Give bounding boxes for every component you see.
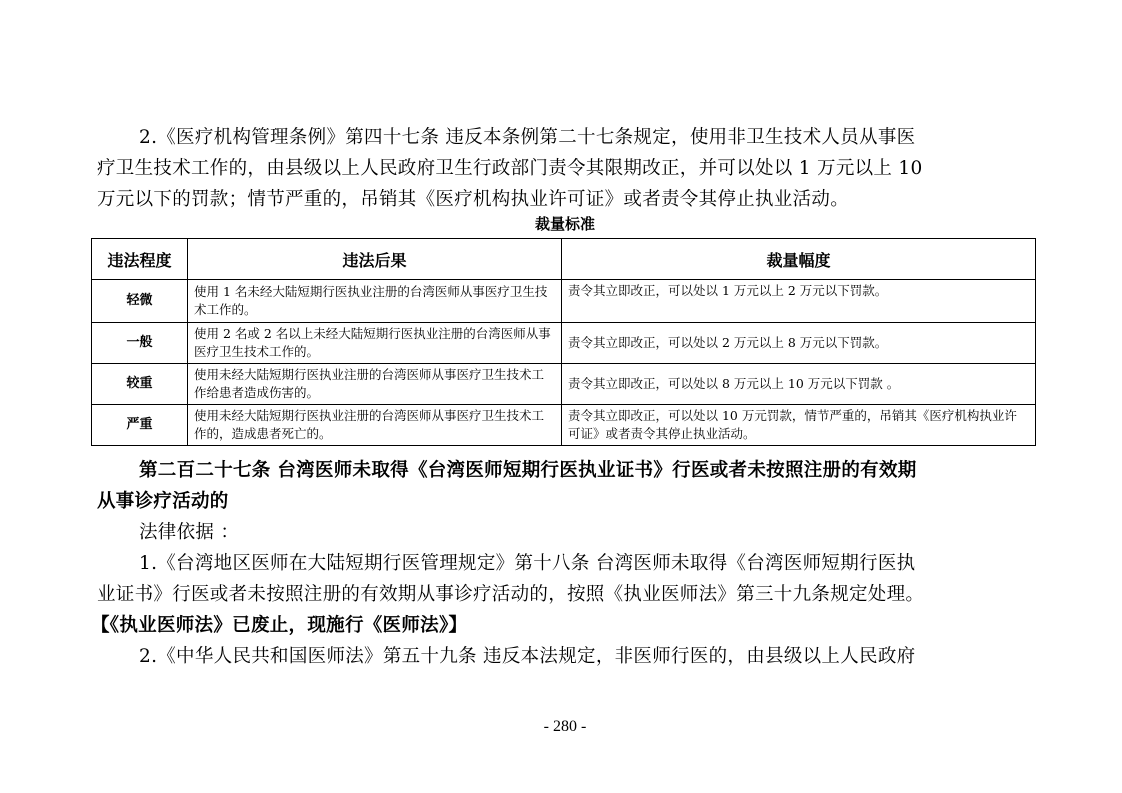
legal-basis-item-2: 2.《中华人民共和国医师法》第五十九条 违反本法规定，非医师行医的，由县级以上人民政府: [139, 646, 916, 667]
table-header-row: [92, 239, 1036, 280]
level-cell: 轻微: [92, 280, 188, 323]
table-row: [92, 323, 1036, 364]
table-row: [92, 405, 1036, 446]
article-heading: 第二百二十七条 台湾医师未取得《台湾医师短期行医执业证书》行医或者未按照注册的有效期: [139, 460, 917, 481]
legal-basis-item-1-continued: 业证书》行医或者未按照注册的有效期从事诊疗活动的，按照《执业医师法》第三十九条规定处理。: [97, 584, 925, 605]
consequence-cell: 使用 1 名未经大陆短期行医执业注册的台湾医师从事医疗卫生技术工作的。: [188, 280, 562, 323]
repeal-note: 【《执业医师法》已废止，现施行《医师法》】: [91, 615, 468, 636]
consequence-cell: 使用未经大陆短期行医执业注册的台湾医师从事医疗卫生技术工作的，造成患者死亡的。: [188, 405, 562, 446]
level-cell: 严重: [92, 405, 188, 446]
legal-basis-item-1: 1.《台湾地区医师在大陆短期行医管理规定》第十八条 台湾医师未取得《台湾医师短期行医执: [139, 553, 916, 574]
penalty-cell: 责令其立即改正，可以处以 10 万元罚款，情节严重的，吊销其《医疗机构执业许可证》或者责令其停止执业活动。: [562, 405, 1036, 446]
level-cell: 较重: [92, 364, 188, 405]
paragraph-line: 2.《医疗机构管理条例》第四十七条 违反本条例第二十七条规定，使用非卫生技术人员从事医: [139, 127, 916, 148]
discretion-standard-table: [91, 238, 1036, 446]
penalty-cell: 责令其立即改正，可以处以 1 万元以上 2 万元以下罚款。: [562, 280, 1036, 323]
table-row: [92, 364, 1036, 405]
penalty-cell: 责令其立即改正，可以处以 8 万元以上 10 万元以下罚款 。: [562, 364, 1036, 405]
paragraph-line: 万元以下的罚款；情节严重的，吊销其《医疗机构执业许可证》或者责令其停止执业活动。: [97, 189, 850, 210]
table-title: 裁量标准: [534, 215, 595, 233]
paragraph-line: 疗卫生技术工作的，由县级以上人民政府卫生行政部门责令其限期改正，并可以处以 1 万元以上 10: [97, 158, 923, 179]
consequence-cell: 使用未经大陆短期行医执业注册的台湾医师从事医疗卫生技术工作给患者造成伤害的。: [188, 364, 562, 405]
penalty-cell: 责令其立即改正，可以处以 2 万元以上 8 万元以下罚款。: [562, 323, 1036, 364]
consequence-cell: 使用 2 名或 2 名以上未经大陆短期行医执业注册的台湾医师从事医疗卫生技术工作的。: [188, 323, 562, 364]
legal-basis-label: 法律依据 ：: [139, 522, 240, 543]
table-row: [92, 280, 1036, 323]
document-page: [91, 0, 1033, 793]
article-heading-continued: 从事诊疗活动的: [97, 491, 229, 512]
header-penalty: 裁量幅度: [562, 239, 1036, 280]
page-number: - 280 -: [543, 718, 587, 735]
level-cell: 一般: [92, 323, 188, 364]
header-consequence: 违法后果: [188, 239, 562, 280]
header-level: 违法程度: [92, 239, 188, 280]
